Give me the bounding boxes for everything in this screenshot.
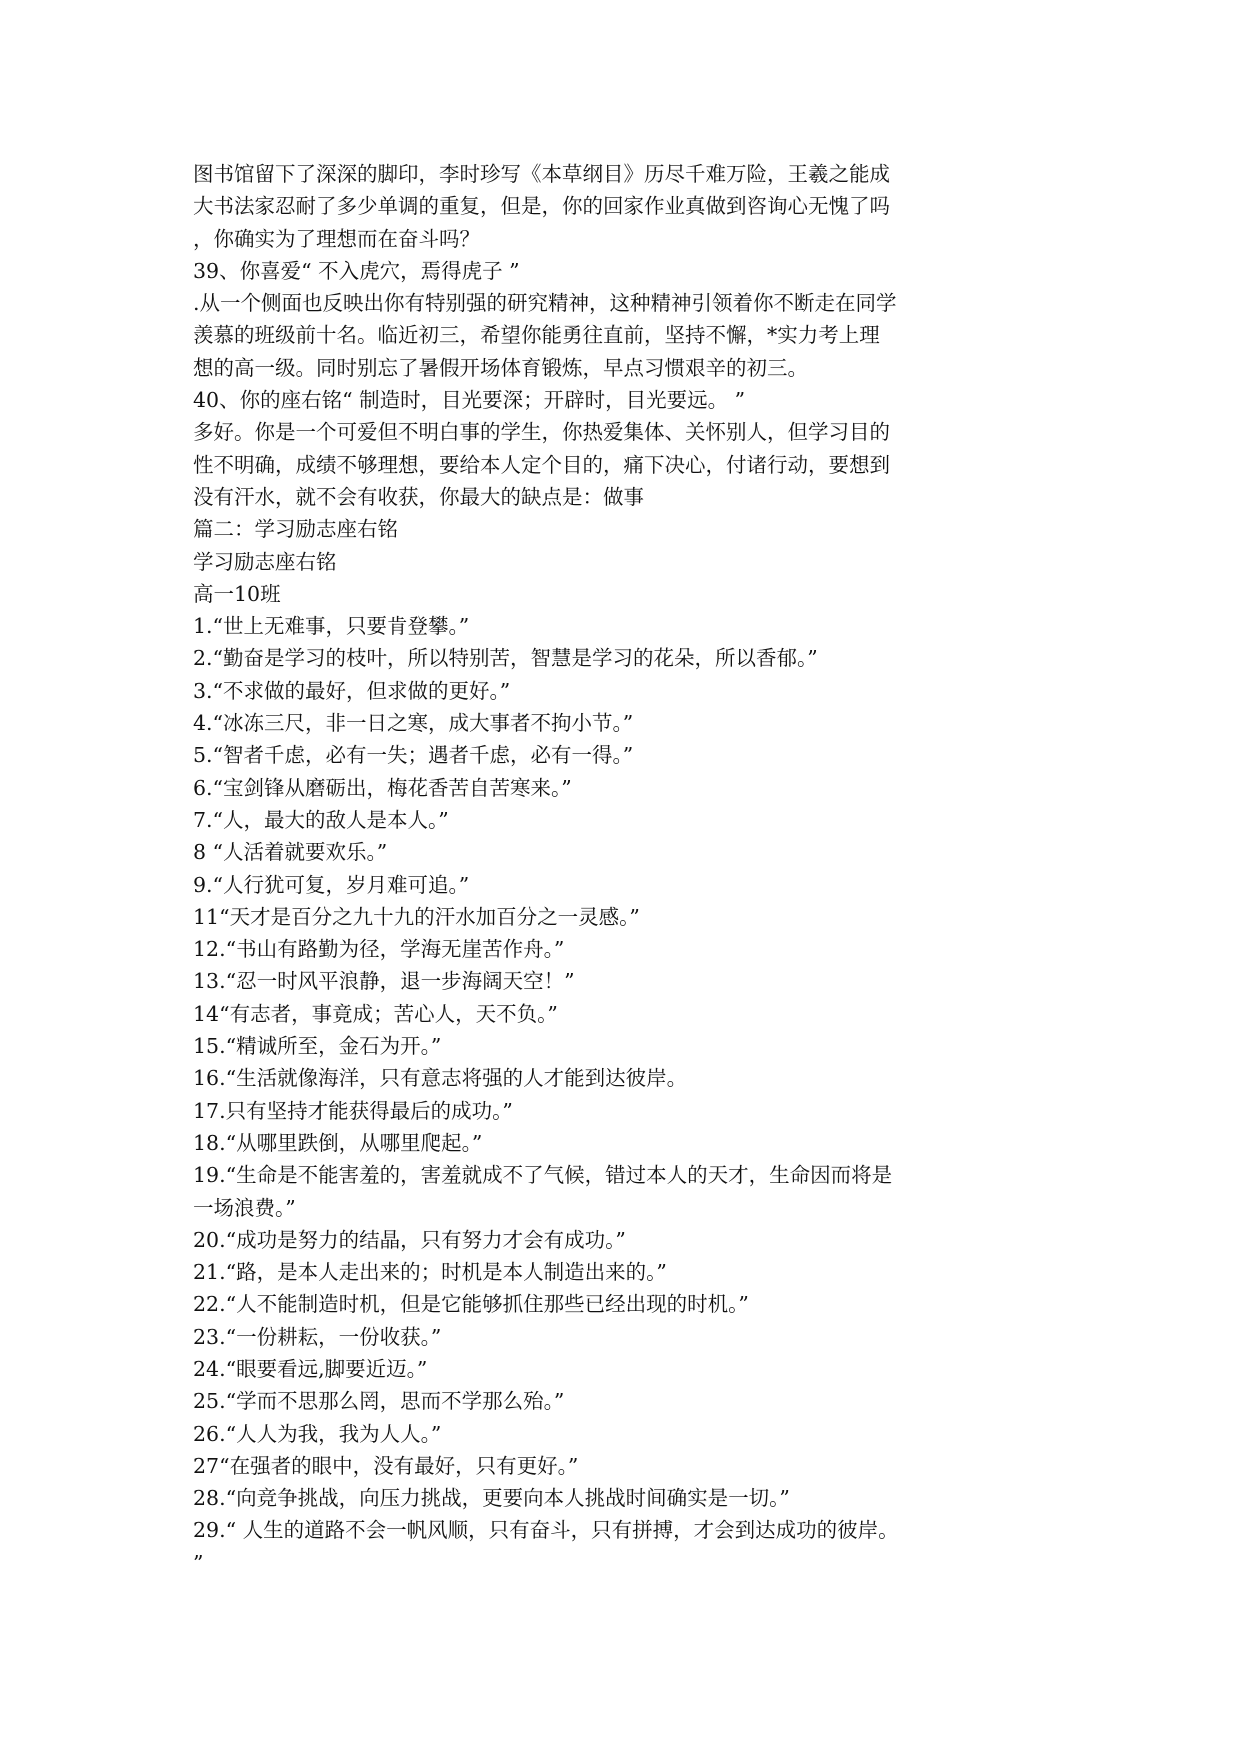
text-line: 图书馆留下了深深的脚印，李时珍写《本草纲目》历尽千难万险，王羲之能成 [193,162,890,186]
text-line: 大书法家忍耐了多少单调的重复，但是，你的回家作业真做到咨询心无愧了吗 [193,194,890,219]
motto-item: 11“天才是百分之九十九的汗水加百分之一灵感。” [193,904,640,929]
motto-item: 12.“书山有路勤为径，学海无崖苦作舟。” [193,937,565,962]
motto-item: 9.“人行犹可复，岁月难可追。” [193,872,470,897]
motto-item: 29.“ 人生的道路不会一帆风顺，只有奋斗，只有拼搏，才会到达成功的彼岸。 [193,1518,899,1543]
motto-item: 3.“不求做的最好，但求做的更好。” [193,678,511,703]
motto-item: 4.“冰冻三尺，非一日之寒，成大事者不拘小节。” [193,711,634,736]
motto-item: 22.“人不能制造时机，但是它能够抓住那些已经出现的时机。” [193,1292,749,1317]
motto-item: 21.“路，是本人走出来的；时机是本人制造出来的。” [193,1260,667,1285]
class-label: 高一10班 [193,581,281,606]
motto-item: 18.“从哪里跌倒，从哪里爬起。” [193,1130,483,1155]
text-line: .从一个侧面也反映出你有特别强的研究精神，这种精神引领着你不断走在同学 [193,291,897,316]
text-line: 羡慕的班级前十名。临近初三，希望你能勇往直前，坚持不懈，*实力考上理 [193,323,880,348]
motto-item: 25.“学而不思那么罔，思而不学那么殆。” [193,1389,565,1414]
motto-item: 8 “人活着就要欢乐。” [193,840,388,865]
motto-item: 24.“眼要看远,脚要近迈。” [193,1356,428,1381]
motto-item: 14“有志者，事竟成；苦心人，天不负。” [193,1001,558,1026]
motto-item: 15.“精诚所至，金石为开。” [193,1034,442,1059]
motto-item: 16.“生活就像海洋，只有意志将强的人才能到达彼岸。 [193,1066,688,1091]
document-title: 学习励志座右铭 [193,549,337,574]
text-line: 39、你喜爱“ 不入虎穴，焉得虎子 ” [193,258,520,283]
motto-item: 20.“成功是努力的结晶，只有努力才会有成功。” [193,1227,626,1252]
motto-item: 13.“忍一时风平浪静，退一步海阔天空！” [193,969,575,994]
text-line: 40、你的座右铭“ 制造时，目光要深；开辟时，目光要远。 ” [193,388,746,413]
motto-item: 17.只有坚持才能获得最后的成功。” [193,1098,513,1123]
motto-item: 5.“智者千虑，必有一失；遇者千虑，必有一得。” [193,743,634,768]
motto-item: 23.“一份耕耘，一份收获。” [193,1324,442,1349]
motto-item: 27“在强者的眼中，没有最好，只有更好。” [193,1453,579,1478]
motto-item: 一场浪费。” [193,1195,296,1220]
motto-item: 19.“生命是不能害羞的，害羞就成不了气候，错过本人的天才，生命因而将是 [193,1163,893,1188]
document-body [193,158,1053,1579]
section-heading: 篇二：学习励志座右铭 [193,517,398,542]
text-line: 性不明确，成绩不够理想，要给本人定个目的，痛下决心，付诸行动，要想到 [193,452,890,477]
text-line: 多好。你是一个可爱但不明白事的学生，你热爱集体、关怀别人，但学习目的 [193,420,890,445]
text-line: 想的高一级。同时别忘了暑假开场体育锻炼，早点习惯艰辛的初三。 [193,355,808,380]
motto-item: 7.“人，最大的敌人是本人。” [193,807,449,832]
motto-item: 28.“向竞争挑战，向压力挑战，更要向本人挑战时间确实是一切。” [193,1486,790,1511]
motto-item: 2.“勤奋是学习的枝叶，所以特别苦，智慧是学习的花朵，所以香郁。” [193,646,818,671]
text-line: 没有汗水，就不会有收获，你最大的缺点是：做事 [193,484,644,509]
text-line: ，你确实为了理想而在奋斗吗？ [193,226,480,251]
motto-item: 26.“人人为我，我为人人。” [193,1421,442,1446]
motto-item: 1.“世上无难事，只要肯登攀。” [193,614,470,639]
motto-item: ” [193,1550,204,1575]
motto-item: 6.“宝剑锋从磨砺出，梅花香苦自苦寒来。” [193,775,572,800]
